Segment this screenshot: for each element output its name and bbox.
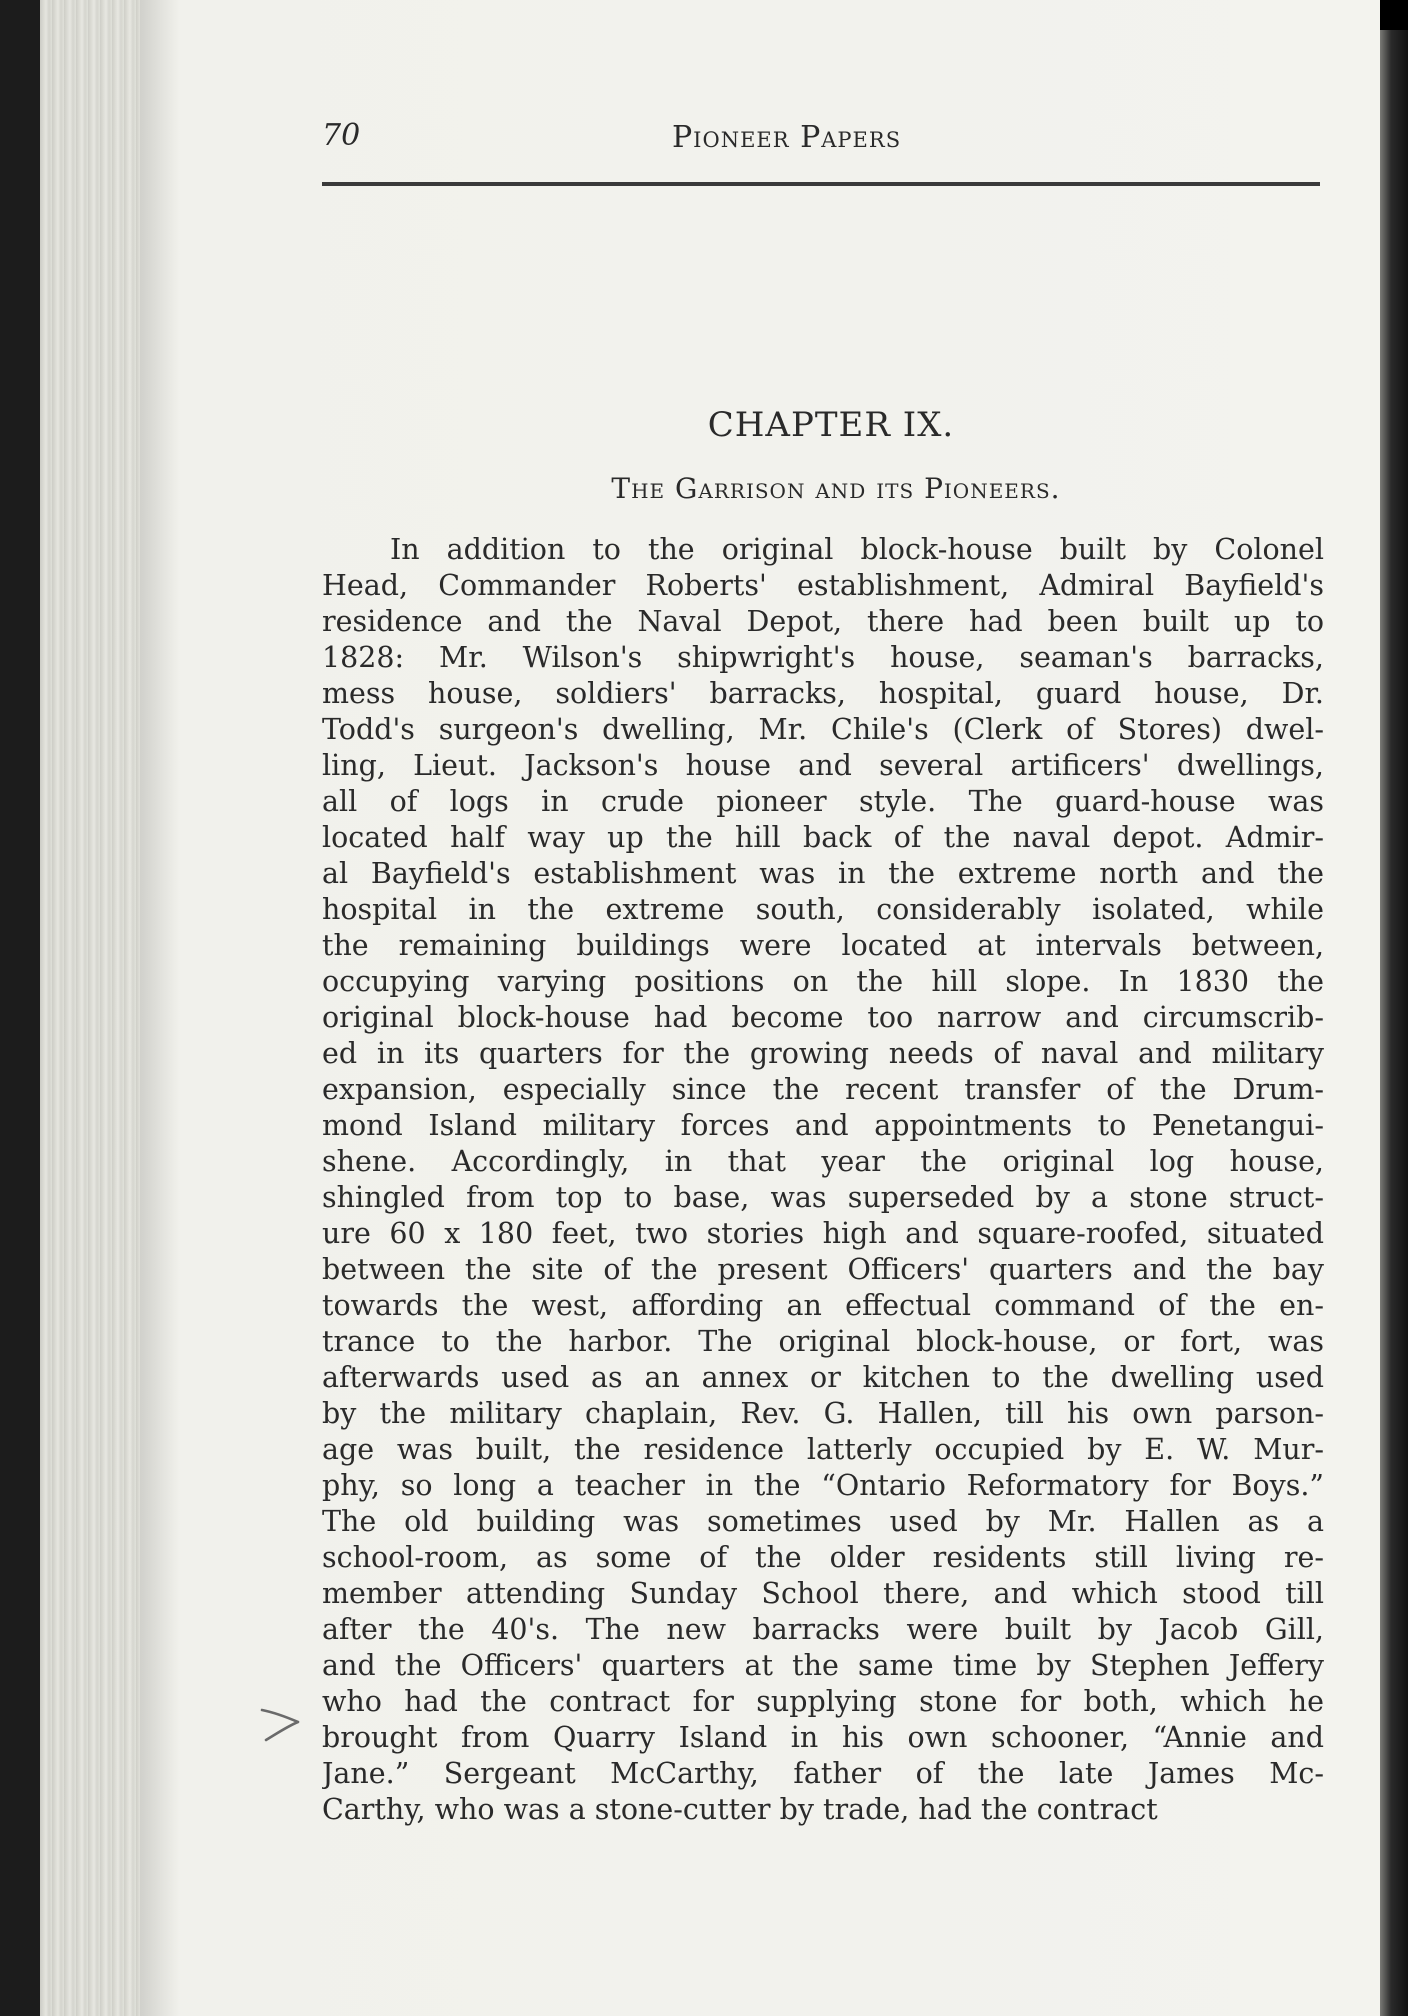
body-line: member attending Sunday School there, and which stood till: [322, 1577, 1324, 1610]
body-line: 1828: Mr. Wilson's shipwright's house, seaman's barracks,: [322, 641, 1324, 674]
body-line: occupying varying positions on the hill slope. In 1830 the: [322, 965, 1324, 998]
running-head: [322, 118, 1322, 168]
body-line: Carthy, who was a stone-cutter by trade, had the contract: [322, 1793, 1158, 1826]
running-title: Pioneer Papers: [672, 120, 902, 155]
chapter-heading: CHAPTER IX.: [707, 405, 955, 445]
body-line: In addition to the original block-house built by Colonel: [390, 533, 1324, 566]
handwritten-arrow-mark-icon: [258, 1704, 304, 1744]
binding-edge-corner: [1380, 0, 1408, 30]
body-line: ure 60 x 180 feet, two stories high and square-roofed, situated: [322, 1217, 1324, 1250]
body-line: mess house, soldiers' barracks, hospital, guard house, Dr.: [322, 677, 1324, 710]
body-line: shingled from top to base, was superseded by a stone struct-: [322, 1181, 1324, 1214]
body-line: towards the west, affording an effectual command of the en-: [322, 1289, 1324, 1322]
body-line: brought from Quarry Island in his own schooner, “Annie and: [322, 1721, 1324, 1754]
body-line: all of logs in crude pioneer style. The guard-house was: [322, 785, 1324, 818]
book-page-edges: [40, 0, 140, 2016]
body-line: after the 40's. The new barracks were built by Jacob Gill,: [322, 1613, 1324, 1646]
body-line: phy, so long a teacher in the “Ontario Reformatory for Boys.”: [322, 1469, 1324, 1502]
body-line: the remaining buildings were located at intervals between,: [322, 929, 1324, 962]
body-line: between the site of the present Officers' quarters and the bay: [322, 1253, 1324, 1286]
body-line: trance to the harbor. The original block-house, or fort, was: [322, 1325, 1324, 1358]
body-line: Todd's surgeon's dwelling, Mr. Chile's (Clerk of Stores) dwel-: [322, 713, 1324, 746]
body-line: who had the contract for supplying stone for both, which he: [322, 1685, 1324, 1718]
body-line: afterwards used as an annex or kitchen to the dwelling used: [322, 1361, 1324, 1394]
header-rule: [322, 182, 1320, 186]
body-line: hospital in the extreme south, considerably isolated, while: [322, 893, 1324, 926]
gutter-shadow: [140, 0, 180, 2016]
body-line: al Bayfield's establishment was in the extreme north and the: [322, 857, 1324, 890]
body-line: Jane.” Sergeant McCarthy, father of the late James Mc-: [322, 1757, 1324, 1790]
body-line: shene. Accordingly, in that year the original log house,: [322, 1145, 1324, 1178]
body-line: by the military chaplain, Rev. G. Hallen, till his own parson-: [322, 1397, 1324, 1430]
body-line: The old building was sometimes used by Mr. Hallen as a: [322, 1505, 1324, 1538]
body-line: mond Island military forces and appointments to Penetangui-: [322, 1109, 1324, 1142]
body-line: school-room, as some of the older residents still living re-: [322, 1541, 1324, 1574]
body-line: age was built, the residence latterly occupied by E. W. Mur-: [322, 1433, 1324, 1466]
chapter-subtitle: The Garrison and its Pioneers.: [611, 472, 1061, 505]
body-line: original block-house had become too narrow and circumscrib-: [322, 1001, 1324, 1034]
body-line: and the Officers' quarters at the same time by Stephen Jeffery: [322, 1649, 1324, 1682]
body-line: expansion, especially since the recent transfer of the Drum-: [322, 1073, 1324, 1106]
page-number: 70: [322, 118, 361, 153]
body-text: [322, 532, 1324, 1828]
body-line: ling, Lieut. Jackson's house and several artificers' dwellings,: [322, 749, 1324, 782]
body-line: Head, Commander Roberts' establishment, Admiral Bayfield's: [322, 569, 1324, 602]
body-line: ed in its quarters for the growing needs of naval and military: [322, 1037, 1324, 1070]
body-line: located half way up the hill back of the naval depot. Admir-: [322, 821, 1324, 854]
body-line: residence and the Naval Depot, there had been built up to: [322, 605, 1324, 638]
binding-edge: [1380, 0, 1408, 2016]
